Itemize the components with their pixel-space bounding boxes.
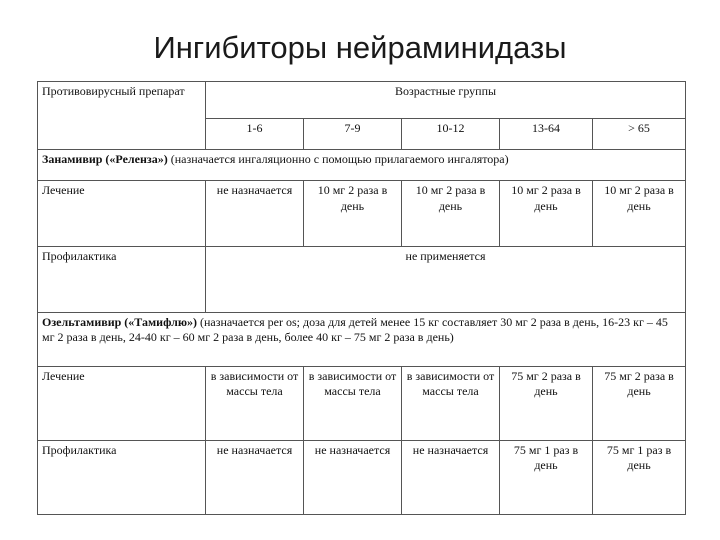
table-cell: не назначается [304,440,402,514]
table-cell: 75 мг 2 раза в день [500,366,593,440]
oseltamivir-section-row [38,312,686,366]
zanamivir-name: Занамивир («Реленза») [42,152,168,167]
zanamivir-treatment-row [38,180,686,246]
zanamivir-treatment-label: Лечение [38,180,206,246]
age-13-64: 13-64 [500,119,593,150]
zanamivir-section [38,150,686,181]
dosage-table [37,81,686,515]
table-cell: 75 мг 1 раз в день [593,440,686,514]
table-cell: 10 мг 2 раза в день [593,180,686,246]
zanamivir-prophylaxis-merged: не применяется [206,246,686,312]
age-10-12: 10-12 [402,119,500,150]
zanamivir-prophylaxis-label: Профилактика [38,246,206,312]
table-cell: не назначается [206,180,304,246]
zanamivir-prophylaxis-row [38,246,686,312]
table-cell: в зависимости от массы тела [402,366,500,440]
table-cell: 75 мг 1 раз в день [500,440,593,514]
age-1-6: 1-6 [206,119,304,150]
header-row [38,82,686,119]
table-cell: не назначается [206,440,304,514]
oseltamivir-name: Озельтамивир («Тамифлю») [42,314,197,329]
table-cell: 10 мг 2 раза в день [304,180,402,246]
table-cell: в зависимости от массы тела [304,366,402,440]
drug-column-header: Противовирусный препарат [38,82,206,150]
zanamivir-note: (назначается ингаляционно с помощью прилагаемого ингалятора) [170,152,509,167]
table-cell: 75 мг 2 раза в день [593,366,686,440]
oseltamivir-prophylaxis-label: Профилактика [38,440,206,514]
table-cell: не назначается [402,440,500,514]
age-over-65: > 65 [593,119,686,150]
oseltamivir-treatment-row [38,366,686,440]
table-cell: 10 мг 2 раза в день [500,180,593,246]
table-cell: в зависимости от массы тела [206,366,304,440]
oseltamivir-treatment-label: Лечение [38,366,206,440]
zanamivir-section-row [38,150,686,181]
age-groups-header: Возрастные группы [206,82,686,119]
oseltamivir-note: (назначается per os; доза для детей менее 15 кг составляет 30 мг 2 раза в день, 16-23 кг – 45 мг 2 раза в день, 24-40 кг – 60 мг 2 раза в день, более 40 кг – 75 мг 2 раза в день) [42,314,668,345]
oseltamivir-section [38,312,686,366]
oseltamivir-prophylaxis-row [38,440,686,514]
age-7-9: 7-9 [304,119,402,150]
slide-title: Ингибиторы нейраминидазы [153,30,567,65]
table-cell: 10 мг 2 раза в день [402,180,500,246]
